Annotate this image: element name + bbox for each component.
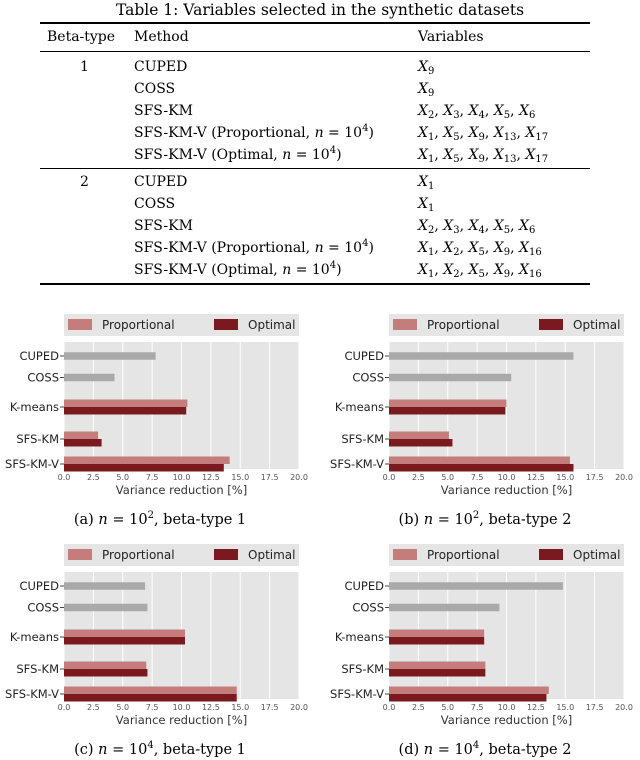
sample-size-label: $n = 10^4$ xyxy=(282,260,337,278)
beta-type-value: 2 xyxy=(80,174,89,190)
bar xyxy=(64,604,147,612)
bar-optimal xyxy=(389,669,485,677)
x-tick-label: 17.5 xyxy=(585,473,604,482)
method-cell: SFS-KM-V (Optimal, $n = 10^4$) xyxy=(134,260,342,278)
method-cell: COSS xyxy=(134,196,176,212)
y-tick-label: COSS xyxy=(27,600,59,615)
x-tick-label: 20.0 xyxy=(290,473,308,482)
variables-cell: $X_1$, $X_5$, $X_9$, $X_{13}$, $X_{17}$ xyxy=(418,147,549,165)
table-header-beta-type: Beta-type xyxy=(47,29,116,45)
x-tick-label: 20.0 xyxy=(615,703,633,712)
y-tick-label: COSS xyxy=(352,370,384,385)
variables-cell xyxy=(418,172,434,192)
legend-swatch xyxy=(68,319,92,330)
variable: $X_2$ xyxy=(443,262,460,280)
method-cell: SFS-KM-V (Optimal, $n = 10^4$) xyxy=(134,145,342,163)
beta-type-value: 1 xyxy=(80,59,89,75)
variable: $X_6$ xyxy=(519,103,536,121)
x-axis-label: Variance reduction [%] xyxy=(440,713,573,727)
y-tick-label: SFS-KM-V xyxy=(5,457,59,471)
x-tick-label: 15.0 xyxy=(556,473,575,482)
x-axis-label: Variance reduction [%] xyxy=(440,483,573,497)
subfigure-caption: (b) $n = 10^2$, beta-type 2 xyxy=(398,510,572,528)
sample-size-label: $n = 10^4$ xyxy=(314,238,369,256)
table-header-variables: Variables xyxy=(418,29,484,45)
legend-label: Proportional xyxy=(102,318,175,332)
table-caption: Table 1: Variables selected in the synthetic datasets xyxy=(115,1,525,19)
variables-cell: $X_2$, $X_3$, $X_4$, $X_5$, $X_6$ xyxy=(418,218,536,236)
y-tick-label: SFS-KM xyxy=(341,662,384,676)
variable: $X_3$ xyxy=(443,218,460,236)
variable: $X_1$ xyxy=(418,147,435,165)
legend-swatch xyxy=(539,319,563,330)
bar xyxy=(389,374,511,382)
x-tick-label: 10.0 xyxy=(172,473,191,482)
y-tick-label: COSS xyxy=(352,600,384,615)
method-cell: COSS xyxy=(134,81,176,97)
table-group-rule xyxy=(40,168,590,169)
sample-size-label: $n = 10^4$ xyxy=(314,123,369,141)
legend-label: Optimal xyxy=(248,548,296,562)
variable: $X_1$ xyxy=(418,240,435,258)
variables-cell: $X_1$, $X_2$, $X_5$, $X_9$, $X_{16}$ xyxy=(418,262,542,280)
x-tick-label: 0.0 xyxy=(382,703,396,712)
x-axis-label: Variance reduction [%] xyxy=(115,713,248,727)
y-tick-label: SFS-KM-V xyxy=(5,687,59,701)
variable: $X_5$ xyxy=(493,218,511,236)
method-cell: CUPED xyxy=(134,174,188,190)
method-cell: CUPED xyxy=(134,59,188,75)
bar xyxy=(389,604,499,612)
y-tick-label: CUPED xyxy=(344,349,384,363)
x-tick-label: 10.0 xyxy=(497,473,516,482)
bar-proportional xyxy=(389,432,449,440)
legend-label: Proportional xyxy=(102,548,175,562)
x-tick-label: 17.5 xyxy=(585,703,604,712)
y-tick-label: SFS-KM xyxy=(16,662,59,676)
x-tick-label: 15.0 xyxy=(556,703,575,712)
table-header-rule xyxy=(40,51,590,52)
y-tick-label: K-means xyxy=(9,630,59,644)
variable: $X_1$ xyxy=(418,196,435,214)
bar-proportional xyxy=(389,662,485,670)
bar-optimal xyxy=(389,694,546,702)
x-tick-label: 17.5 xyxy=(260,703,279,712)
legend-swatch xyxy=(68,549,92,560)
bar-chart xyxy=(0,542,310,732)
variable: $X_{17}$ xyxy=(525,125,549,143)
x-tick-label: 12.5 xyxy=(526,703,545,712)
x-tick-label: 10.0 xyxy=(172,703,191,712)
legend-label: Optimal xyxy=(573,318,621,332)
x-tick-label: 20.0 xyxy=(290,703,308,712)
subfigure-caption: (d) $n = 10^4$, beta-type 2 xyxy=(398,740,572,758)
bar-chart xyxy=(325,542,635,732)
x-tick-label: 0.0 xyxy=(382,473,396,482)
y-tick-label: COSS xyxy=(27,370,59,385)
bar-proportional xyxy=(389,630,484,638)
x-tick-label: 20.0 xyxy=(615,473,633,482)
bar-proportional xyxy=(64,457,230,465)
method-cell: SFS-KM-V (Proportional, $n = 10^4$) xyxy=(134,123,374,141)
legend-swatch xyxy=(393,319,417,330)
variable: $X_2$ xyxy=(418,218,435,236)
y-tick-label: K-means xyxy=(334,400,384,414)
subfigure-caption: (c) $n = 10^4$, beta-type 1 xyxy=(74,740,246,758)
y-tick-label: CUPED xyxy=(344,579,384,593)
sample-size-label: $n = 10^4$ xyxy=(282,145,337,163)
x-tick-label: 15.0 xyxy=(231,703,250,712)
bar-optimal xyxy=(64,637,185,645)
variable: $X_4$ xyxy=(468,103,485,121)
x-tick-label: 2.5 xyxy=(87,473,100,482)
x-axis-label: Variance reduction [%] xyxy=(115,483,248,497)
x-tick-label: 10.0 xyxy=(497,703,516,712)
variable: $X_2$ xyxy=(443,240,460,258)
bar-optimal xyxy=(389,407,505,415)
variable: $X_6$ xyxy=(519,218,536,236)
y-tick-label: K-means xyxy=(334,630,384,644)
variable: $X_{16}$ xyxy=(519,262,542,280)
table-header-method: Method xyxy=(134,29,189,45)
bar xyxy=(389,582,563,590)
x-tick-label: 5.0 xyxy=(441,703,455,712)
x-tick-label: 17.5 xyxy=(260,473,279,482)
y-tick-label: CUPED xyxy=(19,579,59,593)
variable: $X_5$ xyxy=(443,147,460,165)
variable: $X_9$ xyxy=(493,262,511,280)
x-tick-label: 5.0 xyxy=(441,473,455,482)
table-top-rule xyxy=(40,22,590,24)
x-tick-label: 2.5 xyxy=(412,703,425,712)
variables-cell: $X_1$, $X_5$, $X_9$, $X_{13}$, $X_{17}$ xyxy=(418,125,549,143)
variable: $X_5$ xyxy=(443,125,460,143)
variables-cell: $X_2$, $X_3$, $X_4$, $X_5$, $X_6$ xyxy=(418,103,536,121)
variable: $X_4$ xyxy=(468,218,485,236)
x-tick-label: 0.0 xyxy=(57,473,71,482)
bar-optimal xyxy=(389,439,452,447)
legend-label: Proportional xyxy=(427,318,500,332)
bar-proportional xyxy=(64,687,237,695)
variable: $X_1$ xyxy=(418,125,435,143)
bar-optimal xyxy=(64,407,186,415)
y-tick-label: SFS-KM xyxy=(341,432,384,446)
variable: $X_{17}$ xyxy=(525,147,549,165)
bar-proportional xyxy=(64,630,185,638)
bar-proportional xyxy=(64,662,146,670)
bar xyxy=(64,352,156,360)
legend-label: Proportional xyxy=(427,548,500,562)
variable: $X_9$ xyxy=(493,240,511,258)
x-tick-label: 15.0 xyxy=(231,473,250,482)
y-tick-label: SFS-KM xyxy=(16,432,59,446)
variable: $X_{13}$ xyxy=(493,125,517,143)
subfigure-caption: (a) $n = 10^2$, beta-type 1 xyxy=(73,510,247,528)
y-tick-label: SFS-KM-V xyxy=(330,457,384,471)
x-tick-label: 12.5 xyxy=(201,703,220,712)
legend-label: Optimal xyxy=(573,548,621,562)
variable: $X_5$ xyxy=(493,103,511,121)
y-tick-label: K-means xyxy=(9,400,59,414)
chart-legend xyxy=(389,314,624,336)
chart-legend xyxy=(64,544,299,566)
x-tick-label: 7.5 xyxy=(470,473,484,482)
bar-optimal xyxy=(64,669,147,677)
variable: $X_1$ xyxy=(418,174,435,192)
variable: $X_9$ xyxy=(468,147,485,165)
bar-proportional xyxy=(64,432,98,440)
bar-proportional xyxy=(389,687,549,695)
variables-cell xyxy=(418,57,434,77)
variable: $X_9$ xyxy=(418,59,435,77)
variable: $X_1$ xyxy=(418,262,435,280)
table-bottom-rule xyxy=(40,283,590,285)
variable: $X_3$ xyxy=(443,103,460,121)
legend-swatch xyxy=(539,549,563,560)
variable: $X_9$ xyxy=(468,125,485,143)
chart-legend xyxy=(389,544,624,566)
variable: $X_2$ xyxy=(418,103,435,121)
x-tick-label: 12.5 xyxy=(201,473,220,482)
bar-optimal xyxy=(389,464,573,472)
bar-optimal xyxy=(389,637,484,645)
bar xyxy=(64,374,115,382)
method-cell: SFS-KM xyxy=(134,103,193,119)
legend-swatch xyxy=(393,549,417,560)
legend-swatch xyxy=(214,319,238,330)
x-tick-label: 5.0 xyxy=(116,703,130,712)
bar-proportional xyxy=(389,457,570,465)
x-tick-label: 7.5 xyxy=(470,703,484,712)
x-tick-label: 2.5 xyxy=(412,473,425,482)
variable: $X_9$ xyxy=(418,81,435,99)
x-tick-label: 12.5 xyxy=(526,473,545,482)
variables-cell: $X_1$, $X_2$, $X_5$, $X_9$, $X_{16}$ xyxy=(418,240,542,258)
x-tick-label: 2.5 xyxy=(87,703,100,712)
y-tick-label: CUPED xyxy=(19,349,59,363)
variables-cell xyxy=(418,194,434,214)
variable: $X_5$ xyxy=(468,262,485,280)
x-tick-label: 0.0 xyxy=(57,703,71,712)
bar xyxy=(64,582,145,590)
bar-optimal xyxy=(64,464,224,472)
variable: $X_{13}$ xyxy=(493,147,517,165)
variable: $X_5$ xyxy=(468,240,485,258)
bar-optimal xyxy=(64,694,237,702)
legend-swatch xyxy=(214,549,238,560)
x-tick-label: 7.5 xyxy=(145,473,159,482)
bar-chart xyxy=(325,312,635,502)
bar-proportional xyxy=(64,400,187,408)
bar-chart xyxy=(0,312,310,502)
method-cell: SFS-KM-V (Proportional, $n = 10^4$) xyxy=(134,238,374,256)
legend-label: Optimal xyxy=(248,318,296,332)
x-tick-label: 5.0 xyxy=(116,473,130,482)
bar-proportional xyxy=(389,400,507,408)
x-tick-label: 7.5 xyxy=(145,703,159,712)
method-cell: SFS-KM xyxy=(134,218,193,234)
bar xyxy=(389,352,573,360)
variables-cell xyxy=(418,79,434,99)
bar-optimal xyxy=(64,439,102,447)
chart-legend xyxy=(64,314,299,336)
variable: $X_{16}$ xyxy=(519,240,542,258)
y-tick-label: SFS-KM-V xyxy=(330,687,384,701)
